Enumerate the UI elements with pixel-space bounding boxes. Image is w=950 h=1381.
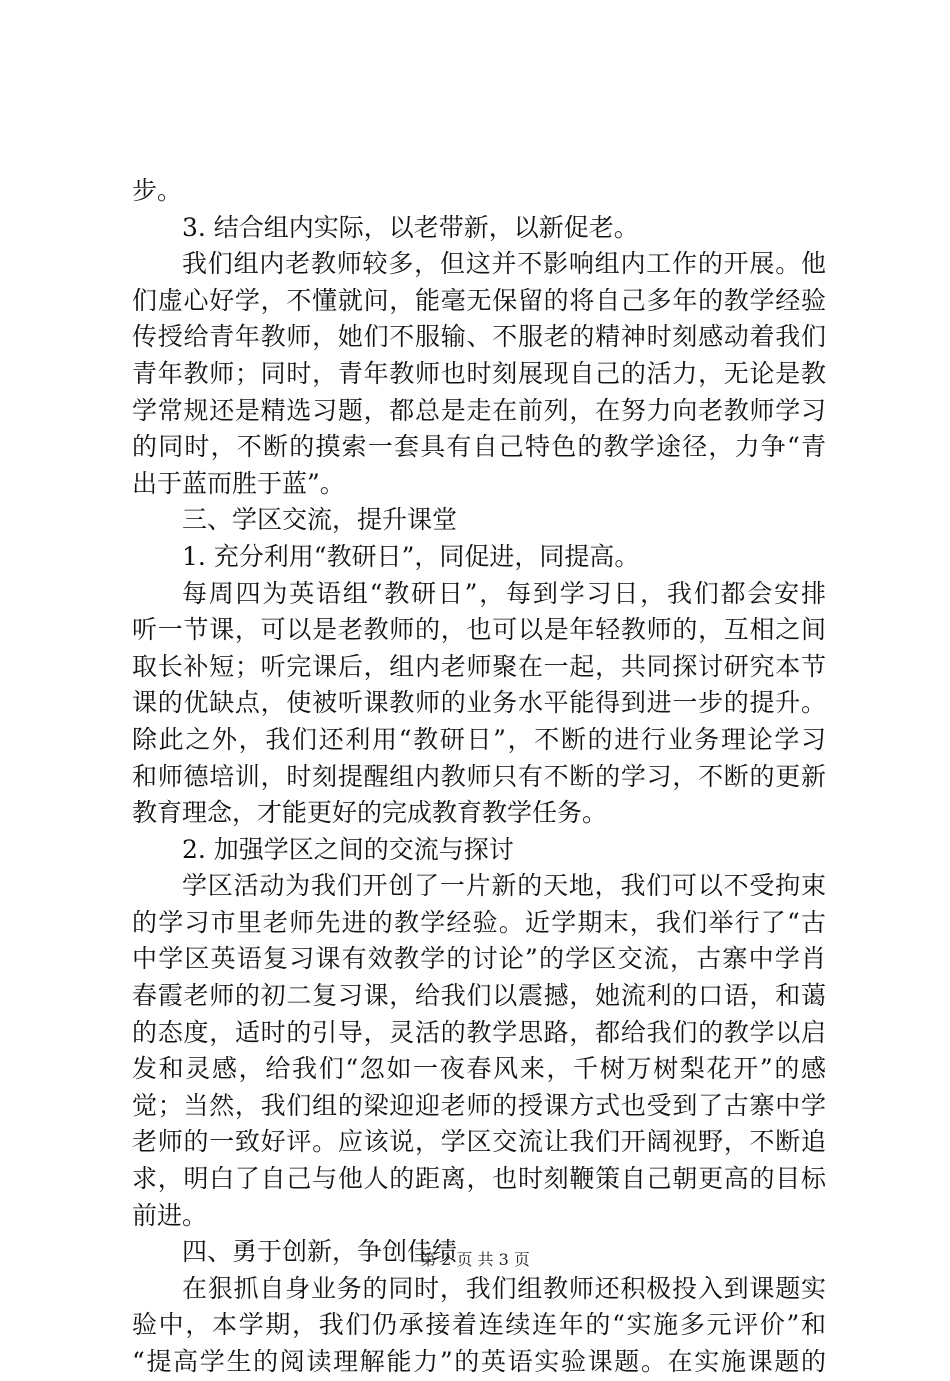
- text-line: [132, 539, 826, 576]
- text-line: [132, 1271, 826, 1308]
- text-line: [132, 1307, 826, 1344]
- text-line: [132, 283, 826, 320]
- text-line-content: 们虚心好学，不懂就问，能毫无保留的将自己多年的教学经验: [132, 285, 826, 315]
- text-line: [132, 210, 826, 247]
- text-line: [132, 1051, 826, 1088]
- text-line-content: 的学习市里老师先进的教学经验。近学期末，我们举行了“古: [132, 907, 826, 937]
- text-line-content: 青年教师；同时，青年教师也时刻展现自己的活力，无论是教: [132, 358, 826, 388]
- page-footer: 第 2 页 共 3 页: [420, 1250, 530, 1269]
- text-line-content: 步。: [132, 176, 183, 205]
- text-line-content: 春霞老师的初二复习课，给我们以震撼，她流利的口语，和蔼: [132, 981, 826, 1011]
- text-line-content: 中学区英语复习课有效教学的讨论”的学区交流，古寨中学肖: [132, 944, 826, 974]
- text-line-content: 除此之外，我们还利用“教研日”，不断的进行业务理论学习: [132, 724, 826, 754]
- text-line-content: 觉；当然，我们组的梁迎迎老师的授课方式也受到了古寨中学: [132, 1090, 826, 1120]
- text-line: [132, 649, 826, 686]
- text-line: [132, 1344, 826, 1381]
- text-line-content: 和师德培训，时刻提醒组内教师只有不断的学习，不断的更新: [132, 761, 826, 791]
- text-line-content: 取长补短；听完课后，组内老师聚在一起，共同探讨研究本节: [132, 651, 826, 681]
- text-line: [132, 941, 826, 978]
- text-line-content: 听一节课，可以是老教师的，也可以是年轻教师的，互相之间: [132, 615, 826, 645]
- text-line: [132, 466, 826, 503]
- text-line-content: 教育理念，才能更好的完成教育教学任务。: [132, 798, 608, 828]
- text-line: [132, 356, 826, 393]
- text-line: [132, 1015, 826, 1052]
- text-line: [132, 978, 826, 1015]
- text-line-content: 每周四为英语组“教研日”，每到学习日，我们都会安排: [182, 578, 826, 608]
- text-line: [132, 173, 826, 210]
- text-line-content: 出于蓝而胜于蓝”。: [132, 468, 345, 498]
- text-line: [132, 795, 826, 832]
- text-line-content: 四、勇于创新，争创佳绩: [182, 1237, 458, 1267]
- text-line: [132, 393, 826, 430]
- text-line: [132, 576, 826, 613]
- text-line-content: 在狠抓自身业务的同时，我们组教师还积极投入到课题实: [182, 1273, 826, 1303]
- text-line: [132, 722, 826, 759]
- document-body: [132, 173, 826, 1381]
- text-line-content: 求，明白了自己与他人的距离，也时刻鞭策自己朝更高的目标: [132, 1164, 826, 1194]
- text-line-content: 课的优缺点，使被听课教师的业务水平能得到进一步的提升。: [132, 688, 826, 718]
- text-line: [132, 1124, 826, 1161]
- text-line: [132, 612, 826, 649]
- text-line: [132, 1088, 826, 1125]
- text-line: [132, 502, 826, 539]
- text-line: [132, 685, 826, 722]
- text-line-content: 学常规还是精选习题，都总是走在前列，在努力向老教师学习: [132, 395, 826, 425]
- text-line: [132, 319, 826, 356]
- text-line-content: 的态度，适时的引导，灵活的教学思路，都给我们的教学以启: [132, 1017, 826, 1047]
- text-line: [132, 759, 826, 796]
- text-line-content: 传授给青年教师，她们不服输、不服老的精神时刻感动着我们: [132, 322, 826, 352]
- text-line-content: 发和灵感，给我们“忽如一夜春风来，千树万树梨花开”的感: [132, 1054, 826, 1084]
- text-line-content: 验中，本学期，我们仍承接着连续连年的“实施多元评价”和: [132, 1310, 826, 1340]
- text-line-content: “提高学生的阅读理解能力”的英语实验课题。在实施课题的: [132, 1347, 826, 1376]
- text-line: [132, 832, 826, 869]
- text-line: [132, 868, 826, 905]
- text-line-content: 3. 结合组内实际，以老带新，以新促老。: [182, 212, 639, 242]
- text-line-content: 前进。: [132, 1200, 208, 1230]
- text-line-content: 老师的一致好评。应该说，学区交流让我们开阔视野，不断追: [132, 1127, 826, 1157]
- text-line-content: 学区活动为我们开创了一片新的天地，我们可以不受拘束: [182, 871, 826, 901]
- text-line-content: 2. 加强学区之间的交流与探讨: [182, 834, 514, 864]
- text-line: [132, 429, 826, 466]
- text-line: [132, 246, 826, 283]
- text-line-content: 1. 充分利用“教研日”，同促进，同提高。: [182, 541, 640, 571]
- text-line: [132, 1198, 826, 1235]
- text-line-content: 我们组内老教师较多，但这并不影响组内工作的开展。他: [182, 249, 826, 279]
- text-line-content: 三、学区交流，提升课堂: [182, 505, 458, 535]
- text-line: [132, 905, 826, 942]
- text-line-content: 的同时，不断的摸索一套具有自己特色的教学途径，力争“青: [132, 432, 826, 462]
- text-line: [132, 1161, 826, 1198]
